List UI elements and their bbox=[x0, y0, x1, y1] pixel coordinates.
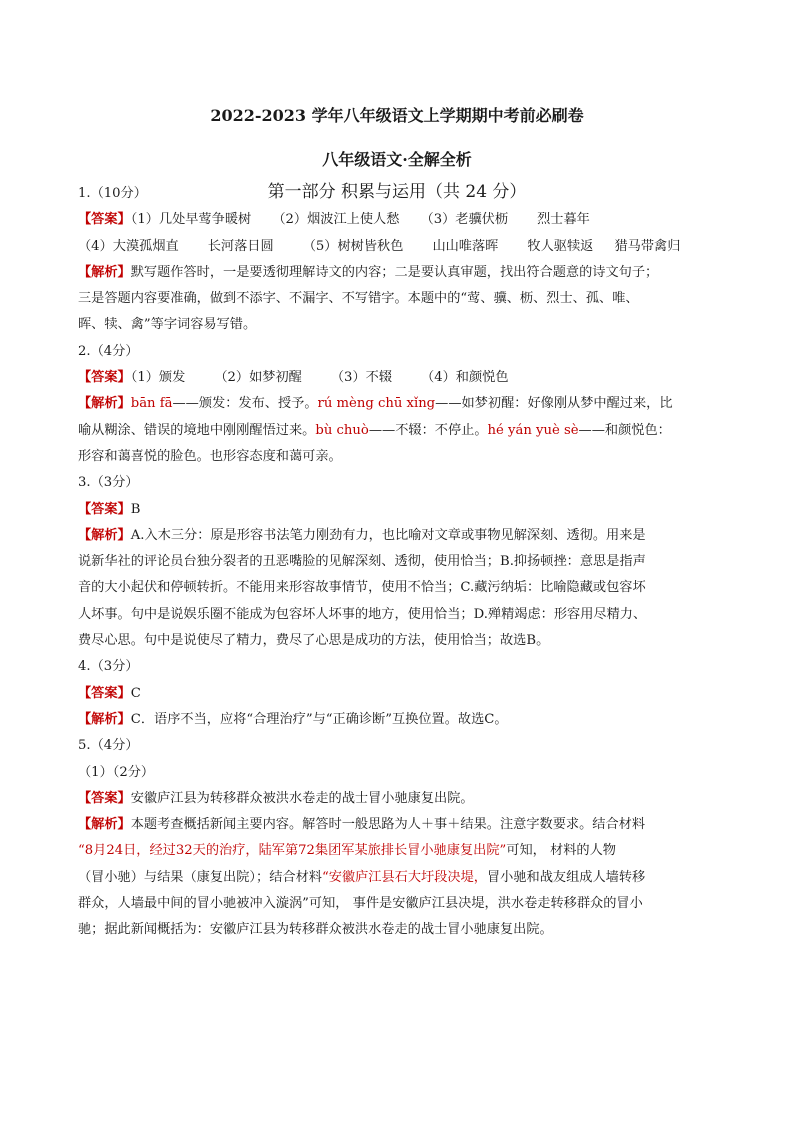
quoted-material: “8月24日，经过32天的治疗，陆军第72集团军某旅排长冒小驰康复出院” bbox=[78, 843, 507, 859]
analysis-tag: 【解析】 bbox=[78, 264, 131, 280]
question-number: 1.（10分） bbox=[78, 186, 147, 201]
analysis-line: 【解析】bān fā——颁发：发布、授予。rú mèng chū xǐng——如梦初醒：好像刚从梦中醒过来，比 bbox=[78, 396, 673, 412]
answer-part: （1）几处早莺争暖树 bbox=[130, 212, 252, 228]
analysis-line: 【解析】C．语序不当，应将“合理治疗”与“正确诊断”互换位置。故选C。 bbox=[78, 711, 508, 727]
answer-part: 牧人驱犊返 bbox=[527, 238, 594, 254]
analysis-line bbox=[78, 260, 718, 286]
answer-part: （5）树树皆秋色 bbox=[302, 238, 404, 254]
answer-part: （2）如梦初醒 bbox=[214, 370, 302, 386]
answer-line bbox=[78, 681, 718, 707]
answer-tag: 【答案】 bbox=[78, 790, 131, 806]
answer-tag: 【答案】 bbox=[78, 501, 131, 517]
analysis-tag: 【解析】 bbox=[78, 396, 131, 412]
answer-part: （2）烟波江上使人愁 bbox=[272, 212, 400, 228]
analysis-line: 【解析】A.入木三分：原是形容书法笔力刚劲有力，也比喻对文章或事物见解深刻、透彻。用来是 bbox=[78, 527, 646, 543]
answer-tag: 【答案】 bbox=[78, 212, 131, 228]
pinyin: hé yán yuè sè bbox=[487, 422, 579, 438]
answer-line bbox=[78, 365, 718, 391]
answer-value: B bbox=[130, 501, 141, 517]
quoted-material: “安徽庐江县石大圩段决堤， bbox=[321, 869, 487, 885]
answer-line bbox=[78, 234, 718, 260]
analysis-tag: 【解析】 bbox=[78, 527, 131, 543]
pinyin: bù chuò bbox=[315, 422, 369, 438]
analysis-line: 喻从糊涂、错误的境地中刚刚醒悟过来。bù chuò——不辍：不停止。hé yán yuè sè——和颜悦色： bbox=[78, 422, 671, 438]
answer-tag: 【答案】 bbox=[78, 370, 131, 386]
answer-part: （4）和颜悦色 bbox=[421, 370, 509, 386]
answer-part: 长河落日圆 bbox=[207, 238, 274, 254]
question-number: 4.（3分） bbox=[78, 659, 139, 675]
answer-part: 山山唯落晖 bbox=[432, 238, 499, 254]
analysis-line: 说新华社的评论员台独分裂者的丑恶嘴脸的见解深刻、透彻，使用恰当；B.抑扬顿挫：意思是指声 bbox=[78, 554, 646, 570]
question-number: 5.（4分） bbox=[78, 738, 139, 754]
answer-part: 烈士暮年 bbox=[537, 212, 590, 228]
answer-line: 【答案】安徽庐江县为转移群众被洪水卷走的战士冒小驰康复出院。 bbox=[78, 790, 474, 806]
analysis-line: 费尽心思。句中是说使尽了精力，费尽了心思是成功的方法，使用恰当；故选B。 bbox=[78, 633, 550, 649]
analysis-line: “8月24日，经过32天的治疗，陆军第72集团军某旅排长冒小驰康复出院”可知， 材料的人物 bbox=[78, 843, 616, 859]
exam-title: 2022-2023 学年八年级语文上学期期中考前必刷卷 bbox=[210, 106, 584, 125]
analysis-line: 三是答题内容要准确，做到不添字、不漏字、不写错字。本题中的“莺、骥、枥、烈士、孤、唯、 bbox=[78, 291, 639, 307]
analysis-line: （冒小驰）与结果（康复出院）；结合材料“安徽庐江县石大圩段决堤，冒小驰和战友组成人墙转移 bbox=[78, 869, 646, 885]
answer-part: （4）大漠孤烟直 bbox=[78, 238, 179, 254]
analysis-tag: 【解析】 bbox=[78, 817, 131, 833]
answer-line bbox=[78, 207, 718, 233]
answer-value: C bbox=[130, 685, 141, 701]
exam-subtitle: 八年级语文·全解全析 bbox=[322, 150, 472, 169]
answer-part: （1）颁发 bbox=[130, 370, 186, 386]
answer-part: 猎马带禽归 bbox=[614, 238, 681, 254]
analysis-line: 形容和蔼喜悦的脸色。也形容态度和蔼可亲。 bbox=[78, 448, 342, 464]
analysis-line: 晖、犊、禽”等字词容易写错。 bbox=[78, 317, 257, 333]
answer-part: （3）不辍 bbox=[330, 370, 393, 386]
analysis-line: 音的大小起伏和停顿转折。不能用来形容故事情节，使用不恰当；C.藏污纳垢：比喻隐藏或包容坏 bbox=[78, 580, 646, 596]
pinyin: bān fā bbox=[130, 396, 173, 412]
analysis-line: 驰；据此新闻概括为：安徽庐江县为转移群众被洪水卷走的战士冒小驰康复出院。 bbox=[78, 922, 553, 938]
answer-line bbox=[78, 497, 718, 523]
sub-question-number: （1）（2分） bbox=[78, 764, 155, 780]
analysis-tag: 【解析】 bbox=[78, 711, 131, 727]
section-title: 第一部分 积累与运用（共 24 分） bbox=[267, 182, 527, 202]
answer-part: （3）老骥伏枥 bbox=[420, 212, 509, 228]
question-number: 3.（3分） bbox=[78, 475, 139, 491]
analysis-line: 人坏事。句中是说娱乐圈不能成为包容坏人坏事的地方，使用恰当；D.殚精竭虑：形容用尽精力、 bbox=[78, 606, 647, 622]
analysis-text: 默写题作答时，一是要透彻理解诗文的内容；二是要认真审题，找出符合题意的诗文句子； bbox=[130, 264, 659, 280]
analysis-line: 【解析】本题考查概括新闻主要内容。解答时一般思路为人＋事＋结果。注意字数要求。结合材料 bbox=[78, 817, 646, 833]
question-number: 2.（4分） bbox=[78, 343, 139, 359]
analysis-line: 群众，人墙最中间的冒小驰被冲入漩涡”可知， 事件是安徽庐江县决堤，洪水卷走转移群众的冒小 bbox=[78, 896, 643, 912]
answer-content bbox=[78, 181, 718, 944]
answer-tag: 【答案】 bbox=[78, 685, 131, 701]
pinyin: rú mèng chū xǐng bbox=[317, 396, 436, 412]
